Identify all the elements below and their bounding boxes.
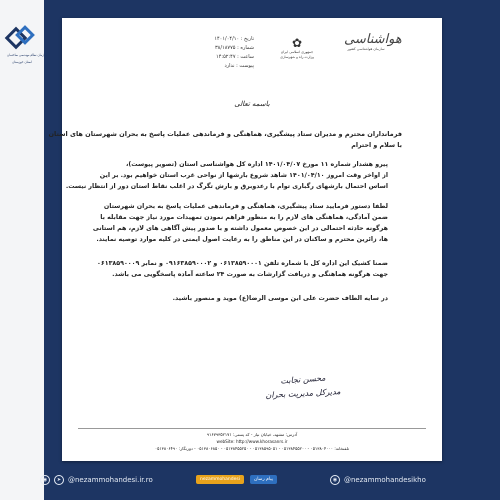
letter-time: ساعت : ۱۴:۵۲:۴۷	[216, 54, 254, 60]
greeting: با سلام و احترام	[351, 142, 402, 149]
instagram-icon: ◉	[40, 475, 50, 485]
footer-phones: تلفنخانه: ۰۵۱۳۸۰۴۰۰۰ - ۰۵۱۳۸۴۵۵۲۰۰ - ۰۵۱۳۸۵۹۵۰۵۱ - ۰۵۱۳۸۴۵۵۲۵۰ - ۰۵۱۳۸۰۶۸۵۰ - دورنگار: ۰۵۱۳۸۰۶۴۹۰	[154, 446, 350, 451]
emblem-caption-1: جمهوری اسلامی ایران	[280, 50, 314, 54]
telegram-icon: ➤	[54, 475, 64, 485]
closing-line: در سایه الطاف حضرت علی ابن موسی الرضا(ع) موید و منصور باشید.	[172, 295, 388, 302]
signature-title: مدیرکل مدیریت بحران	[265, 387, 341, 400]
left-sidebar-strip	[0, 0, 48, 500]
instagram-icon: ◉	[330, 475, 340, 485]
signature-name: محسن نجابت	[280, 373, 326, 386]
paragraph1-line-2: از اواخر وقت امروز ۱۴۰۱/۰۴/۱۰ شاهد شروع بارشها از نواحی غرب استان خواهیم بود. بر این	[99, 172, 388, 179]
iran-emblem	[280, 36, 314, 59]
paragraph3-line-2: جهت هرگونه هماهنگی و دریافت گزارشات به صورت ۲۴ ساعته آماده پاسخگویی می باشد.	[112, 271, 388, 278]
addressee-line: فرمانداران محترم و مدیران ستاد پیشگیری، هماهنگی و فرماندهی عملیات پاسخ به بحران شهرستان های استان	[48, 130, 402, 138]
messenger-badge-2[interactable]: پیام رسان	[250, 475, 277, 484]
bismillah: باسمه تعالی	[234, 100, 270, 108]
footer-divider	[78, 428, 426, 429]
paragraph3-line-1: ضمنا کشیک این اداره کل با شماره تلفن ۰۶۱۳۸۵۹۰۰۰۱ و ۰۹۱۶۳۸۵۹۰۰۰۲ و نمابر ۰۶۱۳۸۵۹۰۰۰۹	[97, 260, 388, 267]
logo-text-line-1: سازمان نظام مهندسی ساختمان	[7, 53, 48, 57]
paragraph1-line-3: اساس احتمال بارشهای رگباری توام با رعدوبرق و بارش تگرگ در اغلب نقاط استان دور از انتظار نیست.	[65, 183, 388, 190]
paragraph2-line-3: هرگونه حادثه احتمالی در این خصوص معمول داشته و با صدور پیش آگاهی های لازم، هم استانی	[92, 225, 388, 232]
organization-logo	[7, 24, 48, 64]
paragraph2-line-2: ضمن آمادگی، هماهنگی های لازم را به منظور فراهم نمودن تمهیدات مورد نیاز جهت مقابله با	[100, 214, 388, 221]
emblem-caption-2: وزارت راه و شهرسازی	[280, 54, 314, 59]
emblem-icon: ✿	[291, 36, 303, 50]
letter-number: شماره : ۳۸/۱۸۷۷۵	[215, 45, 254, 51]
logo-mark-icon	[7, 24, 37, 50]
social-handle-right-text: @nezammohandesikho	[344, 476, 426, 484]
logo-text-line-2: استان خوزستان	[12, 60, 32, 64]
paragraph1-line-1: پیرو هشدار شماره ۱۱ مورخ ۱۴۰۱/۰۴/۰۷ اداره کل هواشناسی استان (تصویر پیوست)،	[126, 161, 388, 168]
footer-website: webSite: http://www.khorasanrs.ir	[216, 439, 288, 444]
social-handle-left-text: @nezammohandesi.ir.ro	[68, 476, 153, 484]
paragraph2-line-1: لطفا دستور فرمایید ستاد پیشگیری، هماهنگی و فرماندهی عملیات پاسخ به بحران شهرستان	[103, 203, 388, 210]
paragraph2-line-4: ها، زائرین محترم و ساکنان در این مناطق را به رعایت اصول ایمنی در کلیه موارد توصیه نمایند.	[96, 236, 388, 243]
meteorology-logo-icon: هواشناسی	[344, 32, 402, 47]
footer-address: آدرس: مشهد، خیابان نیاز - کد پستی: ۹۱۶۷۹۳۵۲۱۷۱	[206, 432, 298, 437]
signature	[258, 375, 348, 398]
meteorology-logo	[344, 32, 402, 52]
letter-attachment: پیوست : ندارد	[224, 63, 254, 69]
meteorology-caption: سازمان هواشناسی کشور	[347, 47, 385, 51]
letter-document	[48, 18, 442, 461]
messenger-badge-1[interactable]: nezammohandesi	[196, 475, 244, 484]
letter-date: تاریخ : ۱۴۰۱/۰۴/۱۰	[214, 36, 254, 42]
social-handle-right[interactable]	[330, 475, 426, 485]
social-handle-left[interactable]	[40, 475, 153, 485]
